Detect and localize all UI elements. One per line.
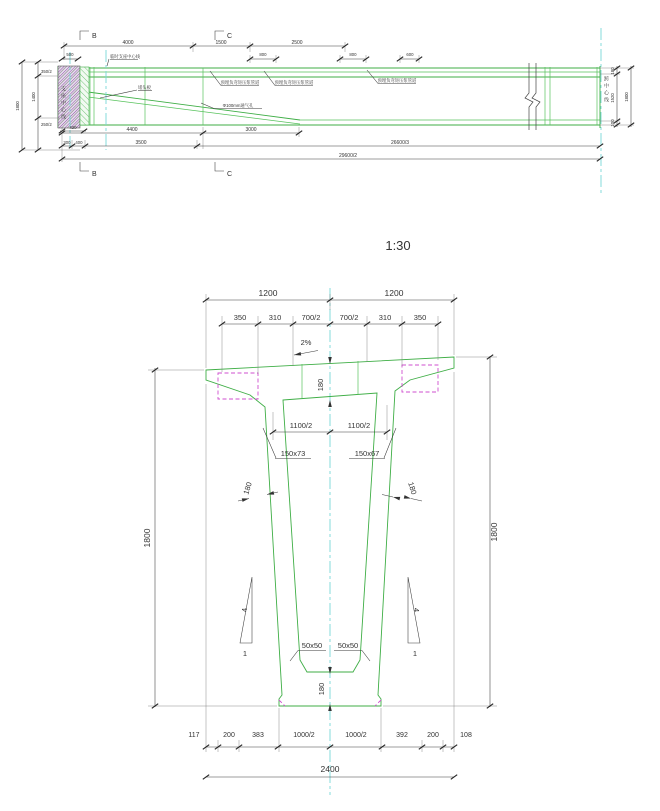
dim-500: 500 <box>66 52 74 57</box>
dim-3500: 3500 <box>135 140 147 146</box>
dim-180-bottom: 180 <box>317 682 326 696</box>
scale-label: 1:30 <box>385 238 411 253</box>
dim-2pct: 2% <box>300 338 312 347</box>
label-bearing-cl: 支座中心线 <box>60 86 66 121</box>
dim-300: 300 <box>63 140 71 145</box>
dim-310-r: 310 <box>378 313 392 322</box>
dim-108: 108 <box>460 732 472 739</box>
dim-1800-right: 1800 <box>624 92 629 102</box>
section-dim-bottom-row2 <box>203 764 457 779</box>
label-midspan-cl: 跨中心线 <box>603 76 609 104</box>
section-slope-triangles <box>240 577 421 658</box>
label-duct-2: 预埋负弯矩压浆管道 <box>274 80 314 85</box>
dim-4400: 4400 <box>126 127 138 133</box>
elevation-girder-outline <box>58 66 600 128</box>
label-temp-bearing-cl: 临时支座中心线 <box>110 54 141 59</box>
dim-1500: 1500 <box>215 40 227 46</box>
dim-383: 383 <box>252 732 264 739</box>
dim-180-web-right: 180 <box>406 480 419 496</box>
dim-700-2-l: 700/2 <box>301 313 321 322</box>
elevation-leader-labels <box>60 53 610 121</box>
marker-c-bottom: C <box>227 171 233 178</box>
label-end-plate: 堵头板 <box>138 85 151 90</box>
dim-1800-left: 1800 <box>142 528 152 548</box>
dim-117: 117 <box>188 732 200 739</box>
dim-29600-2: 29600/2 <box>338 153 358 159</box>
dim-50x50-r: 50x50 <box>337 641 359 650</box>
slope-1-right: 1 <box>412 649 418 658</box>
dim-180-web-left: 180 <box>241 480 254 496</box>
dim-1800-right: 1800 <box>489 522 499 542</box>
dim-800b: 800 <box>349 52 357 57</box>
dim-350-l: 350 <box>233 313 247 322</box>
dim-150x73: 150x73 <box>280 449 306 458</box>
slope-4-left: 4 <box>240 607 249 613</box>
dim-310-l: 310 <box>268 313 282 322</box>
label-vent-hole: Φ100mm通气孔 <box>222 103 254 108</box>
label-duct-3: 预埋负弯矩压浆管道 <box>377 78 417 83</box>
marker-b-top: B <box>92 33 97 40</box>
dim-392: 392 <box>396 732 408 739</box>
elevation-view <box>15 28 634 195</box>
cross-section-view <box>142 288 499 795</box>
elevation-dim-top-row1 <box>61 40 348 60</box>
section-markers <box>80 31 232 178</box>
dim-200-r: 200 <box>427 732 439 739</box>
dim-1800-left: 1800 <box>15 101 20 111</box>
dim-1400: 1400 <box>31 92 36 102</box>
label-duct-1: 预埋负弯矩压浆管道 <box>220 80 260 85</box>
section-blockouts <box>218 365 438 706</box>
dim-350-2: 350/2 <box>41 69 52 74</box>
dim-250-2: 250/2 <box>41 122 52 127</box>
dim-26600-3: 26600/3 <box>390 140 410 146</box>
dim-1200-right: 1200 <box>384 288 404 298</box>
section-slope-label <box>294 338 318 357</box>
dim-3000: 3000 <box>245 127 257 133</box>
dim-1100-2-l: 1100/2 <box>289 421 313 430</box>
dim-1000-2-r: 1000/2 <box>345 732 367 739</box>
end-plate-strip <box>80 67 89 125</box>
dim-350-r: 350 <box>413 313 427 322</box>
dim-800a: 800 <box>259 52 267 57</box>
dim-700-2-r: 700/2 <box>339 313 359 322</box>
dim-50x50-l: 50x50 <box>301 641 323 650</box>
dim-1100-2-r: 1100/2 <box>347 421 371 430</box>
dim-4000: 4000 <box>122 40 134 46</box>
dim-1000-2-l: 1000/2 <box>293 732 315 739</box>
dim-200-l: 200 <box>223 732 235 739</box>
elevation-dim-bottom <box>59 127 603 162</box>
marker-c-top: C <box>227 33 233 40</box>
section-dim-height <box>142 355 499 709</box>
dim-400: 400 <box>75 140 83 145</box>
dim-1520: 1520 <box>610 93 615 103</box>
marker-b-bottom: B <box>92 171 97 178</box>
dim-2500: 2500 <box>291 40 303 46</box>
dim-1200-left: 1200 <box>258 288 278 298</box>
dim-600: 600 <box>406 52 414 57</box>
dim-180-right-top: 180 <box>610 67 615 75</box>
dim-2400: 2400 <box>320 764 340 774</box>
dim-420: 420 <box>69 125 77 130</box>
section-dim-top-row2 <box>219 313 441 374</box>
slope-4-right: 4 <box>412 607 421 613</box>
dim-150x67: 150x67 <box>354 449 380 458</box>
dim-180-slab: 180 <box>316 378 325 392</box>
slope-1-left: 1 <box>242 649 248 658</box>
elevation-centerlines <box>70 28 601 195</box>
dim-100-right: 100 <box>610 119 615 127</box>
